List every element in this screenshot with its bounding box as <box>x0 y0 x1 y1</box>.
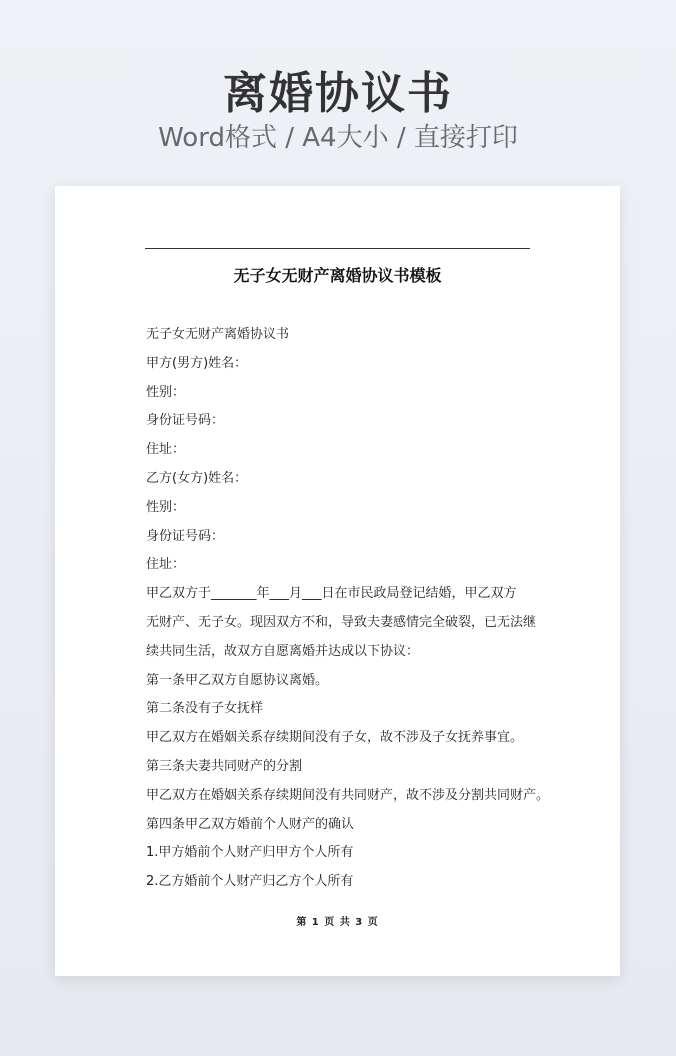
doc-line: 2.乙方婚前个人财产归乙方个人所有 <box>146 874 354 890</box>
doc-line: 住址： <box>146 442 186 458</box>
doc-line: 第二条没有子女抚样 <box>146 701 264 717</box>
page-number: 第 1 页 共 3 页 <box>296 917 379 928</box>
doc-line: 第四条甲乙双方婚前个人财产的确认 <box>146 816 355 832</box>
doc-line: 身份证号码： <box>146 413 225 429</box>
document-title: 无子女无财产离婚协议书模板 <box>233 266 442 285</box>
doc-line: 身份证号码： <box>146 528 225 544</box>
document-body <box>146 321 550 897</box>
doc-line: 续共同生活，故双方自愿离婚并达成以下协议： <box>146 643 420 659</box>
doc-line: 甲乙双方在婚姻关系存续期间没有子女，故不涉及子女抚养事宜。 <box>146 730 524 746</box>
header-rule <box>145 248 530 249</box>
document-page <box>55 186 620 976</box>
doc-line: 住址： <box>146 557 186 573</box>
doc-line: 无子女无财产离婚协议书 <box>146 327 290 342</box>
doc-line: 乙方(女方)姓名： <box>146 470 248 486</box>
doc-line: 1.甲方婚前个人财产归甲方个人所有 <box>146 845 354 861</box>
banner <box>0 0 676 186</box>
banner-subtitle: Word格式 / A4大小 / 直接打印 <box>158 123 518 153</box>
doc-line: 甲方(男方)姓名： <box>146 355 248 371</box>
banner-title: 离婚协议书 <box>223 68 453 119</box>
doc-line: 无财产、无子女。现因双方不和，导致夫妻感情完全破裂，已无法继 <box>146 614 537 630</box>
doc-line: 性别： <box>146 384 186 400</box>
doc-line: 第一条甲乙双方自愿协议离婚。 <box>146 672 329 688</box>
doc-line: 甲乙双方在婚姻关系存续期间没有共同财产，故不涉及分割共同财产。 <box>146 787 550 803</box>
doc-line: 甲乙双方于_______年___月___日在市民政局登记结婚，甲乙双方 <box>146 586 517 602</box>
doc-line: 性别： <box>146 499 186 515</box>
doc-line: 第三条夫妻共同财产的分割 <box>146 758 303 774</box>
